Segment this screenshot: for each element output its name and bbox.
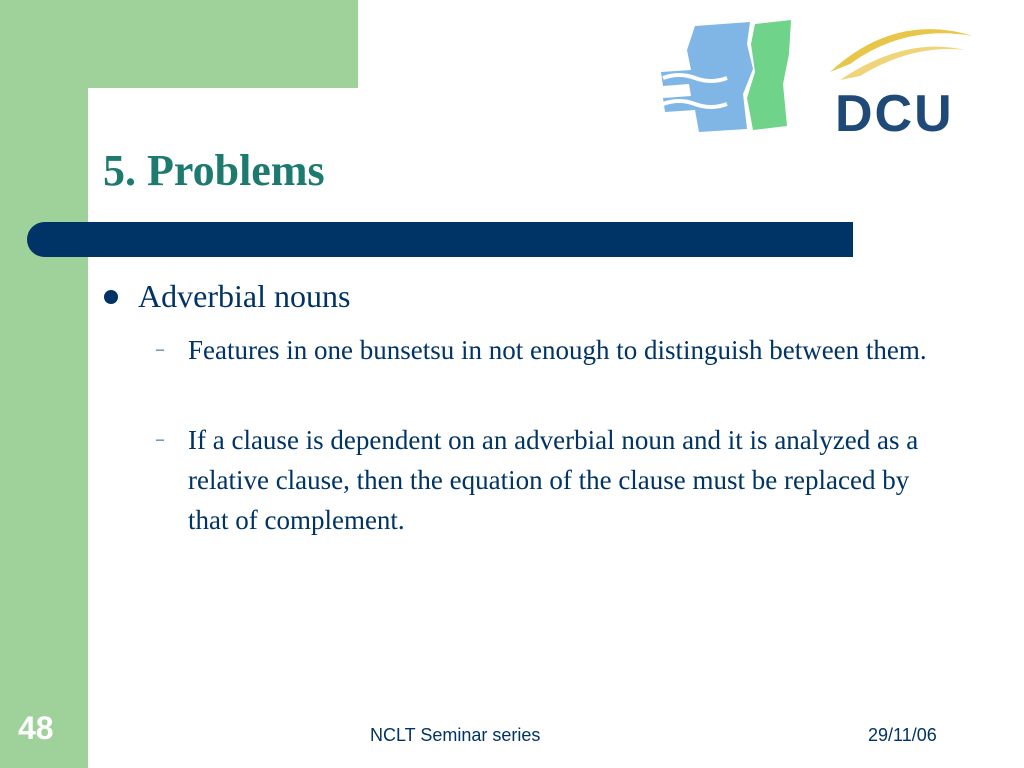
- sub-bullet-text: Features in one bunsetsu in not enough to distinguish between them.: [188, 335, 927, 365]
- dash-icon: –: [156, 431, 164, 448]
- sub-bullet-item: [156, 330, 956, 370]
- green-side-frame: [0, 0, 88, 768]
- green-top-frame: [0, 0, 358, 88]
- footer-date: 29/11/06: [868, 725, 937, 745]
- title-divider-bar: [27, 222, 853, 257]
- dcu-logo-text: DCU: [835, 85, 954, 143]
- bullet-text: Adverbial nouns: [138, 278, 351, 314]
- dcu-logo: [655, 14, 985, 144]
- slide-title: 5. Problems: [103, 146, 325, 195]
- sub-bullet-text: If a clause is dependent on an adverbial noun and it is analyzed as a relative clause, then the equation of the clause must be replaced by that of complement.: [188, 425, 919, 535]
- footer-series-label: NCLT Seminar series: [370, 725, 541, 745]
- dcu-logo-icon: [661, 20, 791, 132]
- bullet-dot-icon: [104, 290, 118, 304]
- slide-number: 48: [18, 710, 54, 746]
- bullet-item: [104, 276, 350, 316]
- sub-bullet-item: [156, 420, 956, 540]
- dash-icon: –: [156, 341, 164, 358]
